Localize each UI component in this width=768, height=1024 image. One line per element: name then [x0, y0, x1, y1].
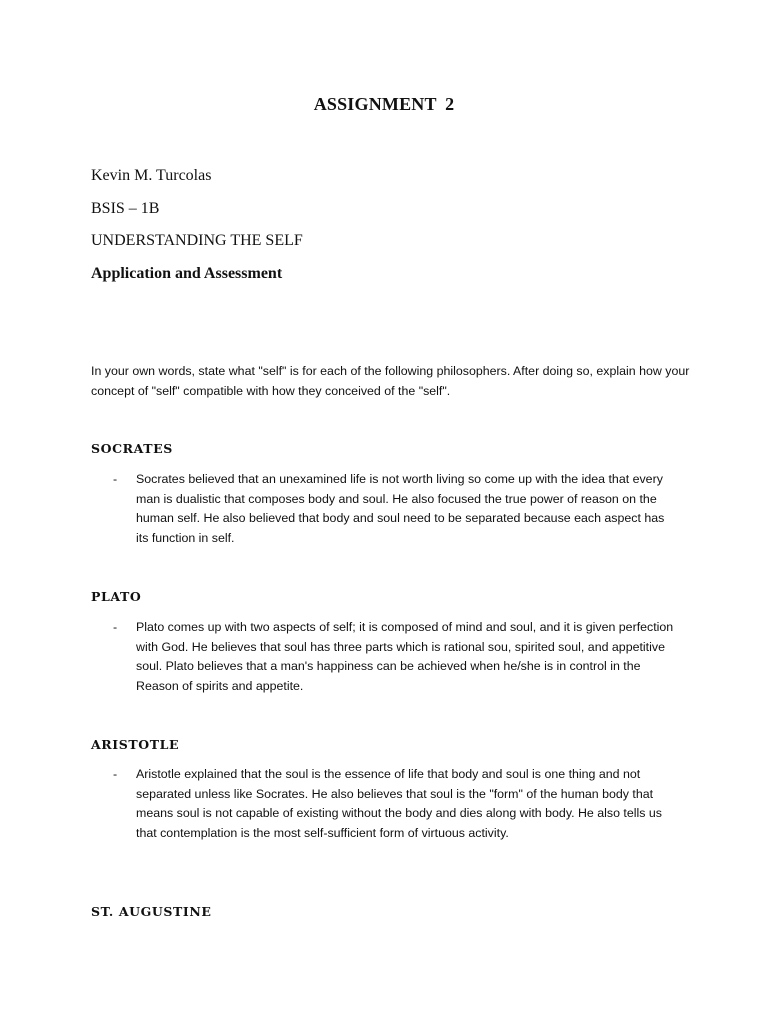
student-section: BSIS – 1B	[91, 200, 160, 217]
section-heading-socrates: SOCRATES	[91, 441, 173, 456]
bullet-dash: -	[113, 620, 118, 634]
bullet-dash: -	[113, 767, 118, 781]
plato-answer: Plato comes up with two aspects of self; it is composed of mind and soul, and it is given perfection with God. He believes that soul has three parts which is rational sou, spirited soul, and appetitive soul. Plato believes that a man's happiness can be achieved when he/she is in control in the Reason of spirits and appetite.	[136, 620, 674, 693]
instructions-paragraph: In your own words, state what "self" is for each of the following philosophers. After doing so, explain how your concept of "self" compatible with how they conceived of the "self".	[91, 364, 690, 398]
socrates-answer: Socrates believed that an unexamined life is not worth living so come up with the idea that every man is dualistic that composes body and soul. He also focused the true power of reason on the human self. He also believed that body and soul need to be separated because each aspect has its function in self.	[136, 472, 665, 545]
course-title: UNDERSTANDING THE SELF	[91, 232, 303, 249]
document-title: ASSIGNMENT 2	[313, 94, 455, 114]
bullet-dash: -	[113, 472, 118, 486]
activity-title: Application and Assessment	[91, 265, 283, 282]
aristotle-answer: Aristotle explained that the soul is the essence of life that body and soul is one thing and not separated unless like Socrates. He also believes that soul is the "form" of the human body that means soul is not capable of existing without the body and dies along with body. He also tells us that contemplation is the most self-sufficient form of virtuous activity.	[136, 767, 662, 840]
student-name: Kevin M. Turcolas	[91, 167, 212, 184]
section-heading-plato: PLATO	[91, 589, 142, 604]
section-heading-aristotle: ARISTOTLE	[91, 737, 180, 752]
section-heading-st-augustine: ST. AUGUSTINE	[91, 904, 212, 919]
